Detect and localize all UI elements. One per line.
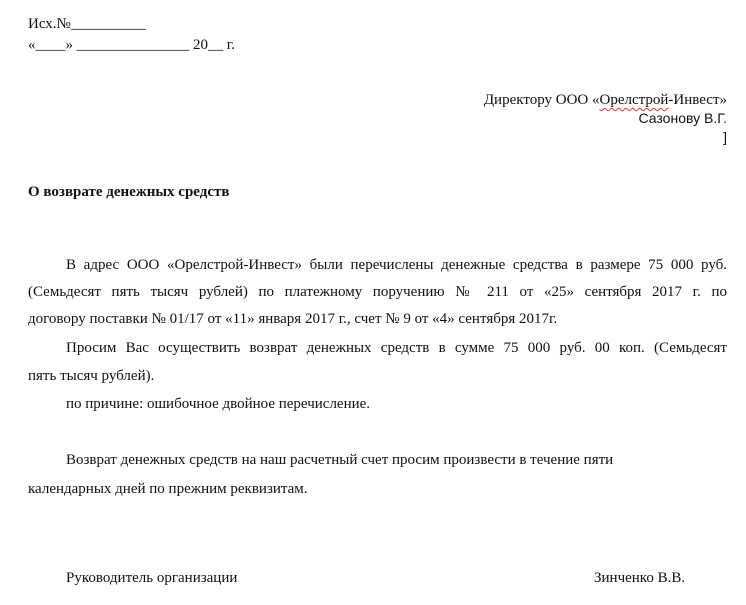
- paragraph-4-line-2: календарных дней по прежним реквизитам.: [28, 481, 308, 497]
- paragraph-1-line-2: (Семьдесят пять тысяч рублей) по платежному поручению № 211 от «25» сентября 2017 г. по: [28, 284, 727, 300]
- paragraph-1-line-1: В адрес ООО «Орелстрой-Инвест» были перечислены денежные средства в размере 75 000 руб.: [66, 257, 727, 273]
- paragraph-2-line-1: Просим Вас осуществить возврат денежных средств в сумме 75 000 руб. 00 коп. (Семьдесят: [66, 340, 727, 356]
- outgoing-number: Исх.№__________: [28, 16, 146, 32]
- paragraph-2-line-2: пять тысяч рублей).: [28, 368, 155, 384]
- paragraph-4-line-1: Возврат денежных средств на наш расчетный счет просим произвести в течение пяти: [66, 452, 614, 468]
- addressee-line-3: ]: [723, 129, 727, 145]
- addressee-suffix: -Инвест»: [668, 92, 727, 108]
- addressee-line-2: Сазонову В.Г.: [638, 110, 727, 126]
- signature-name: Зинченко В.В.: [594, 570, 686, 586]
- signature-position: Руководитель организации: [66, 570, 238, 586]
- addressee-company: Орелстрой: [599, 92, 669, 108]
- addressee-prefix: Директору ООО «: [483, 92, 600, 108]
- paragraph-3: по причине: ошибочное двойное перечисление.: [66, 396, 371, 412]
- paragraph-1-line-3: договору поставки № 01/17 от «11» января 2017 г., счет № 9 от «4» сентября 2017г.: [28, 311, 558, 327]
- subject-heading: О возврате денежных средств: [28, 184, 230, 200]
- addressee-line-1: [484, 91, 727, 109]
- date-line: «____» _______________ 20__ г.: [28, 37, 235, 53]
